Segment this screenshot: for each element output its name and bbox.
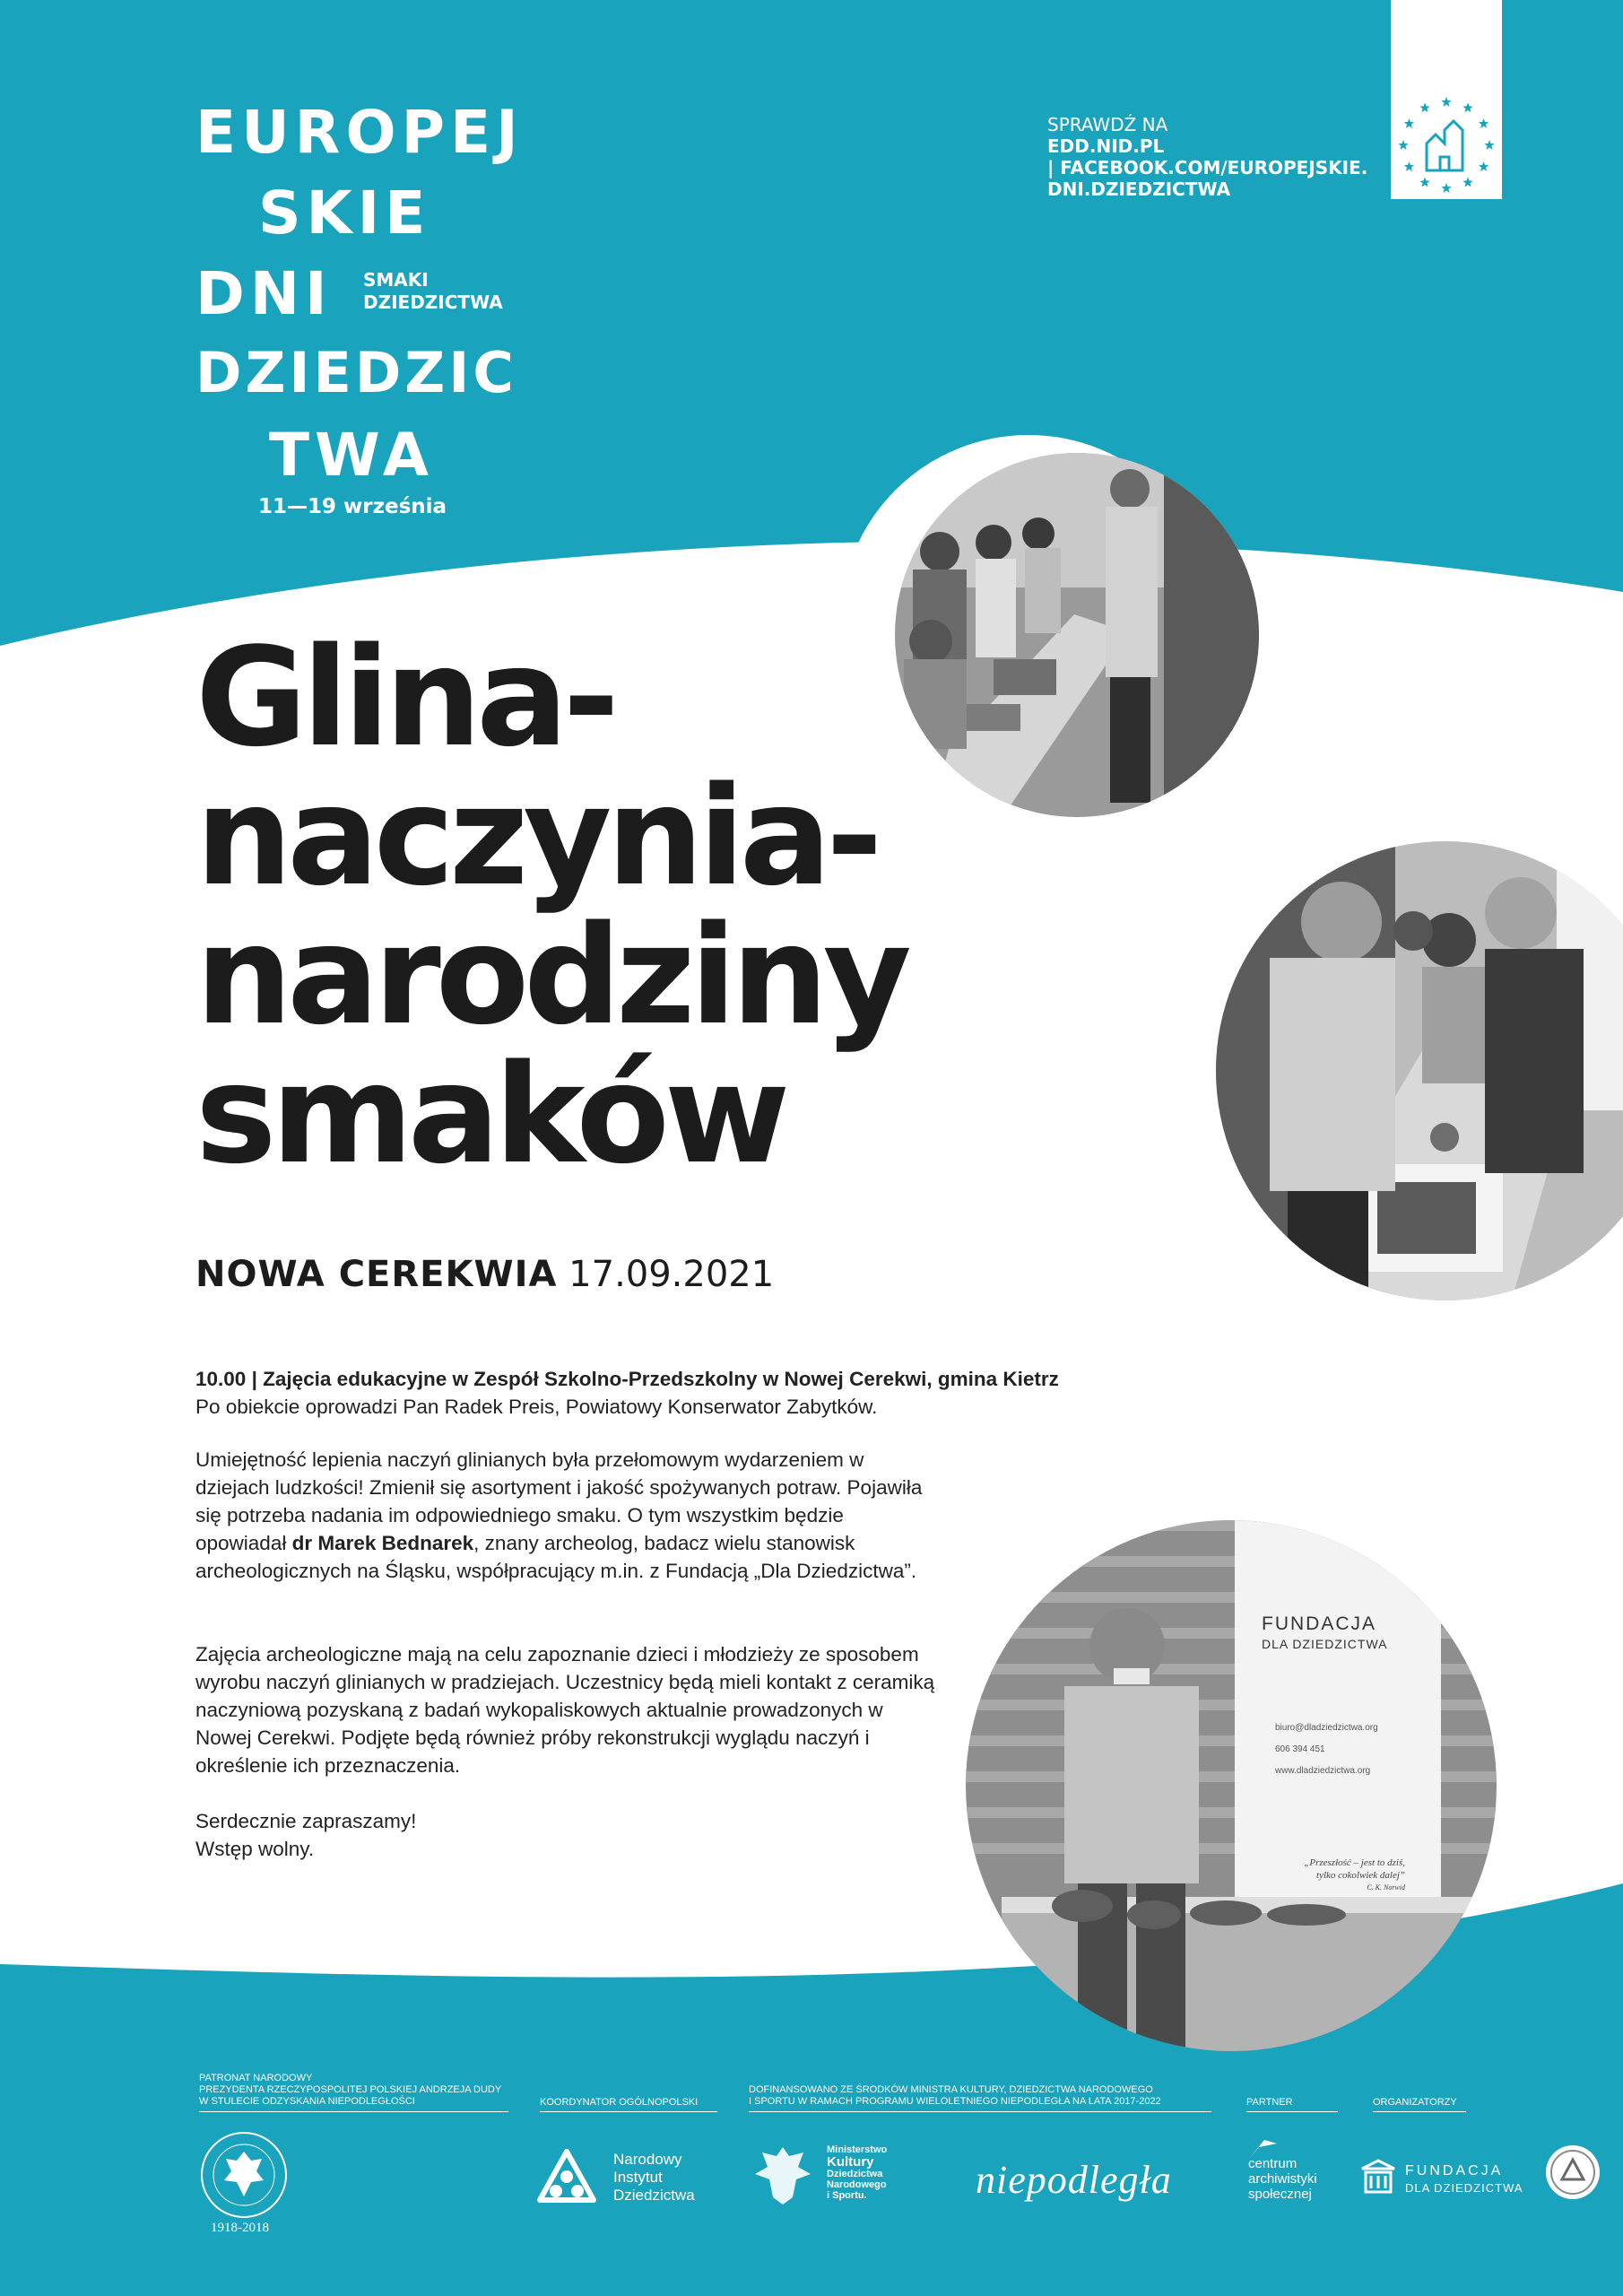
- patronat-line-2: PREZYDENTA RZECZYPOSPOLITEJ POLSKIEJ ANDRZEJA DUDY: [199, 2084, 502, 2095]
- theme-label: [363, 269, 503, 314]
- fundacja-line-1: FUNDACJA: [1405, 2163, 1504, 2179]
- banner-email: biuro@dladziedzictwa.org: [1275, 1723, 1378, 1733]
- logo-line-2: SKIE: [258, 178, 431, 248]
- fundacja-name: [1405, 2162, 1523, 2196]
- banner-org: [1262, 1614, 1388, 1654]
- link-facebook[interactable]: | FACEBOOK.COM/EUROPEJSKIE.: [1047, 157, 1368, 178]
- emblem-star: [1419, 178, 1429, 187]
- emblem-star: [1404, 161, 1414, 171]
- program-guide: Po obiekcie oprowadzi Pan Radek Preis, Powiatowy Konserwator Zabytków.: [195, 1396, 878, 1418]
- nid-line-2: Instytut: [613, 2169, 663, 2186]
- event-place-date: [195, 1254, 774, 1295]
- link-edd[interactable]: EDD.NID.PL: [1047, 135, 1165, 157]
- check-links: [1047, 114, 1367, 200]
- logo-line-4: DZIEDZIC: [195, 340, 517, 405]
- event-date: 17.09.2021: [568, 1254, 775, 1295]
- photo-speaker-banner: [966, 1520, 1497, 2051]
- title-line-3: narodziny: [195, 896, 907, 1055]
- dofinansowano-line-1: DOFINANSOWANO ZE ŚRODKÓW MINISTRA KULTURY, DZIEDZICTWA NARODOWEGO: [749, 2084, 1153, 2095]
- banner-author: C. K. Norwid: [1367, 1883, 1405, 1892]
- p2-text: Zajęcia archeologiczne mają na celu zapoznanie dzieci i młodzieży ze sposobem wyrobu naczyń glinianych w pradziejach. Uczestnicy będą mieli kontakt z ceramiką naczyniową pozyskaną z badań wykopaliskowych aktualnie prowadzonych w Nowej Cerekwi. Podjęte będą również próby rekonstrukcji wyglądu naczyń i określenie ich przeznaczenia.: [195, 1643, 935, 1777]
- ministry-line-3: Dziedzictwa: [827, 2169, 883, 2179]
- organizer-seal-icon: [1544, 2144, 1601, 2201]
- organizatorzy-rule: [1373, 2111, 1466, 2112]
- event-dates: 11—19 września: [258, 495, 447, 518]
- program-heading: [195, 1365, 1092, 1421]
- dofinansowano-label: [749, 2084, 1161, 2108]
- patronat-rule: [199, 2111, 508, 2112]
- event-place: NOWA CEREKWIA: [195, 1254, 558, 1295]
- polish-eagle-icon: [751, 2142, 814, 2210]
- centrum-name: [1248, 2156, 1317, 2202]
- banner-phone: 606 394 451: [1275, 1744, 1325, 1754]
- patronat-line-3: W STULECIE ODZYSKANIA NIEPODLEGŁOŚCI: [199, 2096, 415, 2107]
- banner-quote-2: tylko cokolwiek dalej”: [1316, 1870, 1405, 1881]
- nid-line-1: Narodowy: [613, 2151, 682, 2168]
- fundacja-line-2: DLA DZIEDZICTWA: [1405, 2181, 1523, 2195]
- program-paragraph-2: [195, 1640, 940, 1779]
- program-closing: [195, 1807, 940, 1863]
- emblem-star: [1479, 161, 1488, 171]
- link-facebook-cont[interactable]: DNI.DZIEDZICTWA: [1047, 178, 1231, 200]
- partner-label: PARTNER: [1246, 2097, 1293, 2108]
- emblem-star: [1404, 118, 1414, 128]
- p1-before: Umiejętność lepienia naczyń glinianych była przełomowym wydarzeniem w dziejach ludzkości! Zmienił się asortyment i jakość spożywanych potraw. Pojawiła się potrzeba nadania im odpowiedniego smaku. O tym wszystkim będzie opowiadał: [195, 1448, 923, 1554]
- emblem-star: [1419, 102, 1429, 112]
- nid-logo-icon: [536, 2148, 597, 2209]
- ministry-line-1: Ministerstwo: [827, 2144, 888, 2155]
- theme-line-2: DZIEDZICTWA: [363, 291, 503, 313]
- seal-years: 1918-2018: [211, 2221, 269, 2235]
- photo-children-table: [895, 453, 1259, 817]
- banner-name: FUNDACJA: [1262, 1613, 1377, 1634]
- emblem-star: [1462, 178, 1472, 187]
- banner-web: www.dladziedzictwa.org: [1275, 1766, 1371, 1776]
- ministry-line-4: Narodowego: [827, 2179, 887, 2190]
- partner-rule: [1246, 2111, 1338, 2112]
- emblem-star: [1441, 183, 1451, 193]
- koordynator-label: KOORDYNATOR OGÓLNOPOLSKI: [540, 2097, 699, 2108]
- organizatorzy-label: ORGANIZATORZY: [1373, 2097, 1457, 2108]
- logo-line-1: EUROPEJ: [195, 98, 524, 167]
- closing-line-1: Serdecznie zapraszamy!: [195, 1810, 417, 1832]
- emblem-star: [1441, 97, 1451, 107]
- closing-line-2: Wstęp wolny.: [195, 1838, 315, 1860]
- emblem-star: [1479, 118, 1488, 128]
- niepodlegla-logo: niepodległa: [976, 2158, 1172, 2202]
- emblem-star: [1484, 140, 1494, 150]
- nid-line-3: Dziedzictwa: [613, 2187, 695, 2204]
- logo-line-3: DNI: [195, 259, 333, 328]
- banner-sub: DLA DZIEDZICTWA: [1262, 1637, 1388, 1651]
- logo-line-5: TWA: [269, 421, 434, 490]
- centrum-line-2: archiwistyki: [1248, 2171, 1317, 2187]
- dofinansowano-line-2: I SPORTU W RAMACH PROGRAMU WIELOLETNIEGO NIEPODLEGŁA NA LATA 2017-2022: [749, 2096, 1161, 2107]
- emblem-star: [1398, 140, 1408, 150]
- european-heritage-days-emblem-icon: [1391, 0, 1502, 199]
- ministry-name: [827, 2144, 887, 2201]
- title-line-1: Glina-: [195, 618, 614, 777]
- fundacja-logo-icon: [1358, 2158, 1398, 2197]
- nid-name: [613, 2151, 695, 2205]
- program-time: 10.00: [195, 1368, 247, 1390]
- emblem-star: [1462, 102, 1472, 112]
- centrum-line-3: społecznej: [1248, 2187, 1312, 2202]
- ministry-line-2: Kultury: [827, 2154, 874, 2170]
- program-paragraph-1: [195, 1446, 940, 1585]
- title-line-2: naczynia-: [195, 757, 878, 916]
- dofinansowano-rule: [749, 2111, 1211, 2112]
- centrum-line-1: centrum: [1248, 2156, 1298, 2171]
- title-line-4: smaków: [195, 1035, 785, 1194]
- banner-contact: [1275, 1718, 1378, 1782]
- p1-after: , znany archeolog, badacz wielu stanowisk archeologicznych na Śląsku, współpracujący m.in. z Fundacją „Dla Dziedzictwa”.: [195, 1532, 917, 1582]
- p1-speaker: dr Marek Bednarek: [291, 1532, 474, 1554]
- program-title: | Zajęcia edukacyjne w Zespół Szkolno-Przedszkolny w Nowej Cerekwi, gmina Kietrz: [251, 1368, 1059, 1390]
- patronat-label: [199, 2073, 508, 2108]
- theme-line-1: SMAKI: [363, 269, 429, 291]
- patronat-line-1: PATRONAT NARODOWY: [199, 2073, 313, 2083]
- banner-quote: [1289, 1857, 1405, 1894]
- banner-quote-1: „Przeszłość – jest to dziś,: [1304, 1857, 1405, 1868]
- ministry-line-5: i Sportu.: [827, 2190, 867, 2201]
- koordynator-rule: [540, 2111, 717, 2112]
- presidential-seal-icon: [199, 2130, 289, 2220]
- check-label: SPRAWDŹ NA: [1047, 114, 1168, 135]
